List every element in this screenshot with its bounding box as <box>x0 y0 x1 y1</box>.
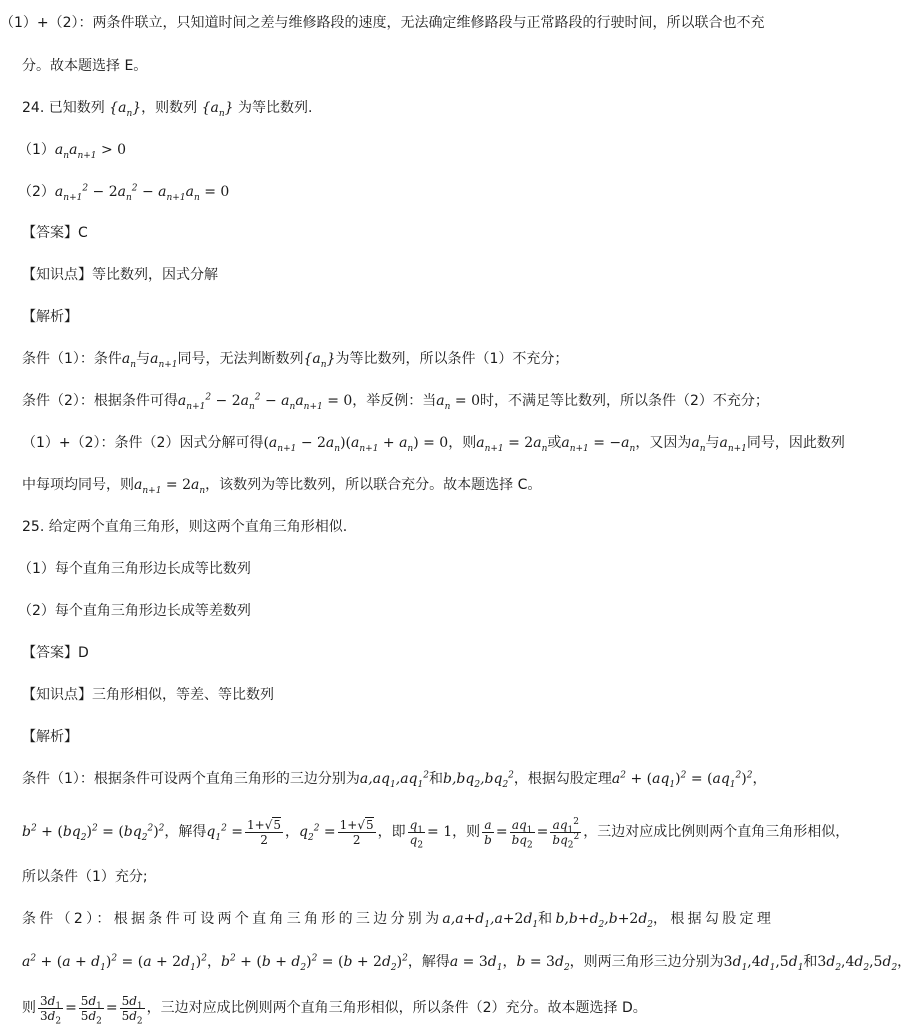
question-25: 25. 给定两个直角三角形，则这两个直角三角形相似. <box>22 519 348 535</box>
analysis-line: $b^2 + (bq_2)^2 = (bq_2^2)^2$，解得$q_1^2$ = $\frac{1+√5}{2}$ ，$q_2^2$ = $\frac{1+√5}{2}$ ，即 $\frac{q_1}{q_2}$ = 1，则 $\frac{a}{b}$ = $\frac{aq_1}{bq_2}$ = $\frac{aq_1^2}{bq_2^2}$ ，三边对应成比例则两个直角三角形相似， <box>22 816 850 850</box>
analysis-line: 中每项均同号，则$a_{n+1} = 2a_n$，该数列为等比数列，所以联合充分。故本题选择 C。 <box>22 477 542 496</box>
analysis-line: 条件（2）：根据条件可得$a_{n+1}^2 - 2a_n^2 - a_na_{n+1} = 0$，举反例：当$a_n = 0$时，不满足等比数列，所以条件（2）不充分； <box>22 392 769 412</box>
analysis-24-heading: 【解析】 <box>22 309 78 325</box>
analysis-line: 条件（2）：根据条件可设两个直角三角形的三边分别为$a,a+d_1,a+2d_1$和$b,b+d_2,b+2d_2$，根据勾股定理 <box>22 911 775 930</box>
knowledge-24: 【知识点】等比数列，因式分解 <box>22 267 218 283</box>
condition-2: （2）每个直角三角形边长成等差数列 <box>18 603 251 619</box>
answer-24: 【答案】C <box>22 225 88 241</box>
condition-1: $(1)a_na_{n+1} > 0$ <box>18 142 127 161</box>
text-line: 分。故本题选择 E。 <box>22 58 148 74</box>
analysis-line: 条件（1）：条件$a_n$与$a_{n+1}$同号，无法判断数列$\{a_n\}$为等比数列，所以条件（1）不充分； <box>22 351 569 370</box>
knowledge-25: 【知识点】三角形相似，等差、等比数列 <box>22 687 274 703</box>
analysis-25-heading: 【解析】 <box>22 729 78 745</box>
analysis-line: （1）+（2）：条件（2）因式分解可得$(a_{n+1} - 2a_n)(a_{n+1} + a_n) = 0$，则$a_{n+1} = 2a_n$或$a_{n+1} = -a_n$，又因为$a_n$与$a_{n+1}$同号，因此数列 <box>22 435 845 454</box>
text-line: （1）+（2）：两条件联立，只知道时间之差与维修路段的速度，无法确定维修路段与正常路段的行驶时间，所以联合也不充 <box>0 15 765 31</box>
answer-25: 【答案】D <box>22 645 89 661</box>
condition-2: $(2)a_{n+1}^2 - 2a_n^2 - a_{n+1}a_n = 0$ <box>18 183 230 203</box>
condition-1: （1）每个直角三角形边长成等比数列 <box>18 561 251 577</box>
analysis-line: 则 $\frac{3d_1}{3d_2}$ = $\frac{5d_1}{5d_2}$ = $\frac{5d_1}{5d_2}$ ，三边对应成比例则两个直角三角形相似，所以条件（2）充分。故本题选择 D。 <box>22 993 647 1026</box>
question-24: 24. 已知数列 $\{a_n\}$，则数列 $\{a_n\}$ 为等比数列. <box>22 100 313 119</box>
analysis-line: $a^2 + (a + d_1)^2 = (a + 2d_1)^2$，$b^2 + (b + d_2)^2 = (b + 2d_2)^2$，解得$a = 3d_1$，$b = 3d_2$，则两三角形三边分别为$3d_1,4d_1,5d_1$和$3d_2,4d_2,5d_2$， <box>22 953 911 973</box>
analysis-line: 条件（1）：根据条件可设两个直角三角形的三边分别为$a,aq_1,aq_1^2$和$b,bq_2,bq_2^2$，根据勾股定理$a^2 + (aq_1)^2 = (aq_1^2)^2$， <box>22 770 767 790</box>
analysis-line: 所以条件（1）充分; <box>22 869 148 885</box>
